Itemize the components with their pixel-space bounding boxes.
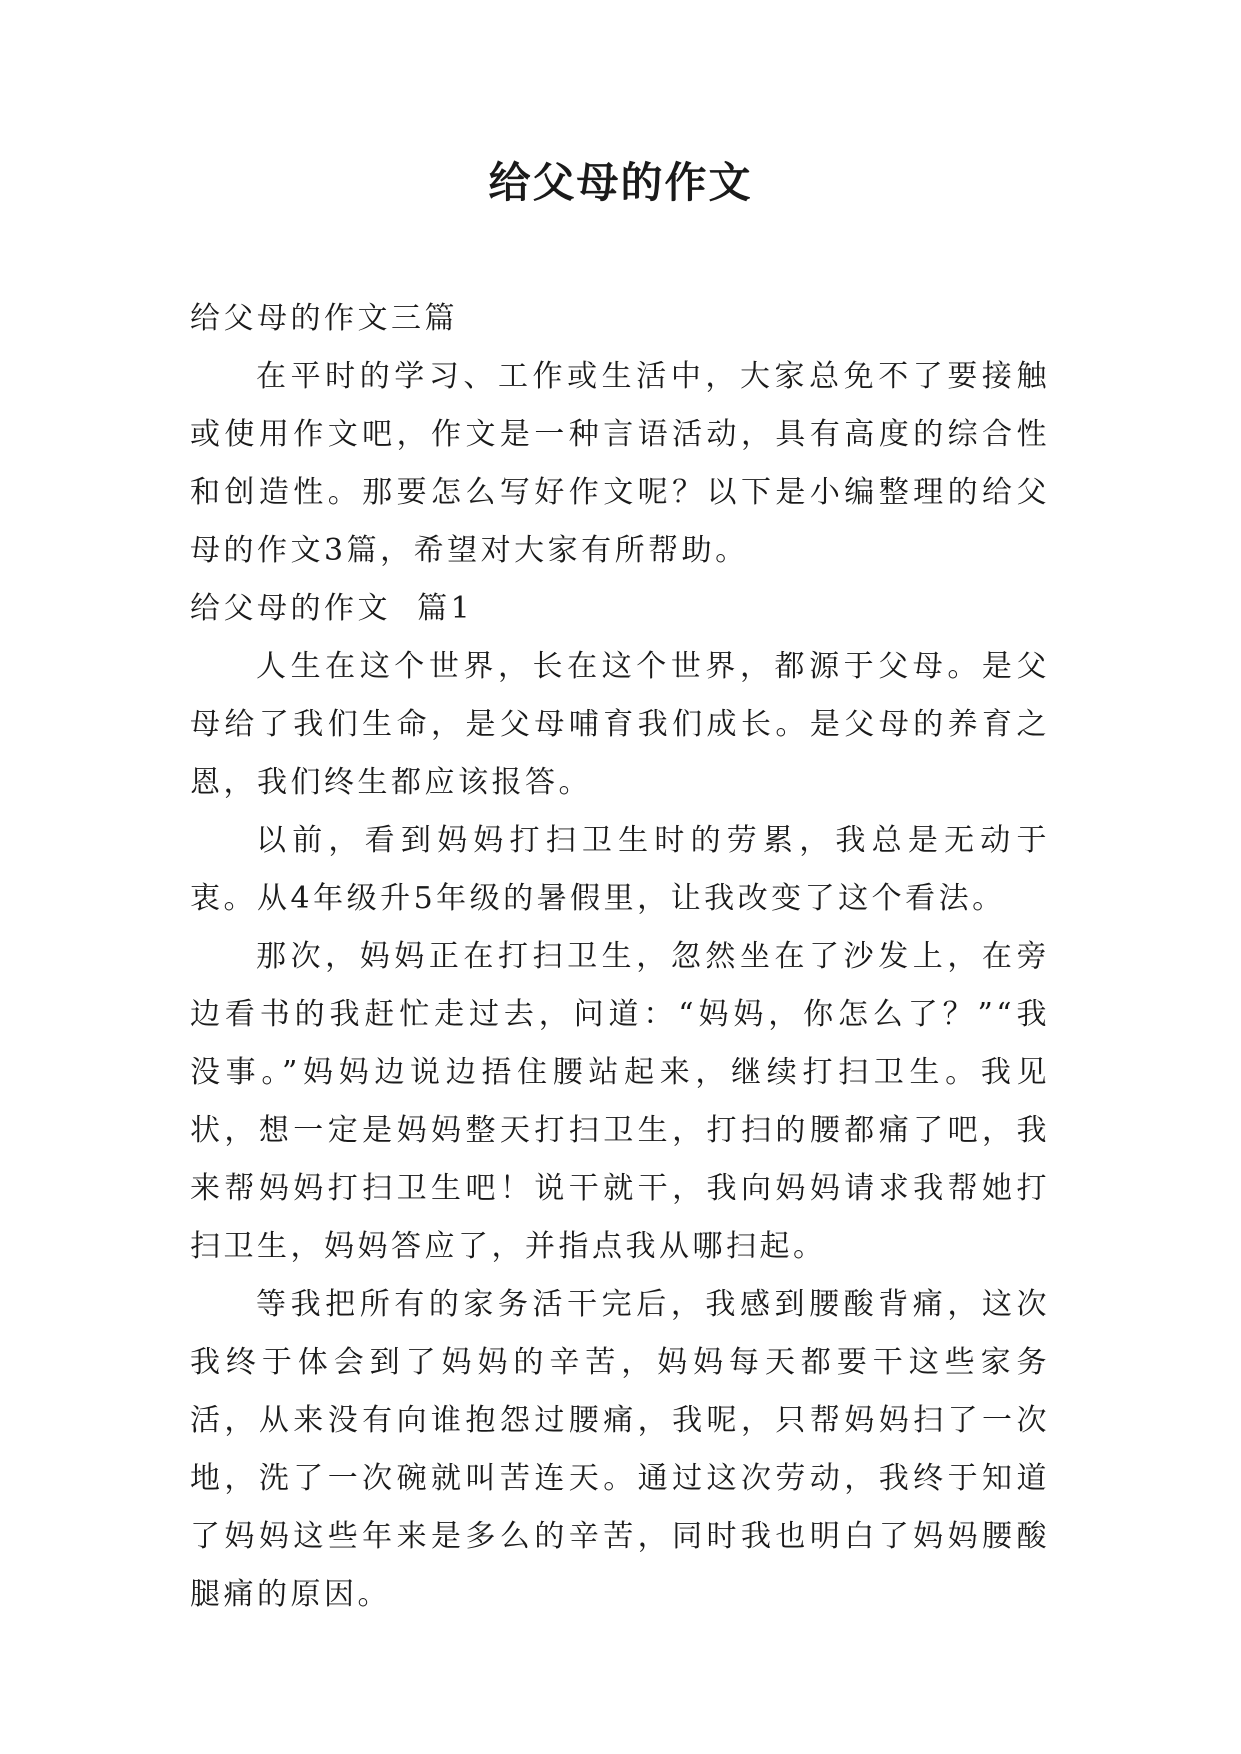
section-heading: 给父母的作文 篇1 [190, 591, 474, 626]
document-title: 给父母的作文 [488, 158, 753, 207]
section-paragraph: 以前，看到妈妈打扫卫生时的劳累，我总是无动于衷。从4年级升5年级的暑假里，让我改变了这个看法。 [190, 823, 1050, 916]
document-subtitle: 给父母的作文三篇 [190, 301, 458, 336]
section-paragraph: 那次，妈妈正在打扫卫生，忽然坐在了沙发上，在旁边看书的我赶忙走过去，问道：“妈妈，你怎么了？”“我没事。”妈妈边说边捂住腰站起来，继续打扫卫生。我见状，想一定是妈妈整天打扫卫生，打扫的腰都痛了吧，我来帮妈妈打扫卫生吧！说干就干，我向妈妈请求我帮她打扫卫生，妈妈答应了，并指点我从哪扫起。 [190, 939, 1050, 1264]
document-body [190, 290, 1050, 1624]
section-paragraph: 人生在这个世界，长在这个世界，都源于父母。是父母给了我们生命，是父母哺育我们成长。是父母的养育之恩，我们终生都应该报答。 [190, 649, 1050, 800]
intro-paragraph: 在平时的学习、工作或生活中，大家总免不了要接触或使用作文吧，作文是一种言语活动，具有高度的综合性和创造性。那要怎么写好作文呢？以下是小编整理的给父母的作文3篇，希望对大家有所帮助。 [190, 359, 1050, 568]
section-paragraph: 等我把所有的家务活干完后，我感到腰酸背痛，这次我终于体会到了妈妈的辛苦，妈妈每天都要干这些家务活，从来没有向谁抱怨过腰痛，我呢，只帮妈妈扫了一次地，洗了一次碗就叫苦连天。通过这次劳动，我终于知道了妈妈这些年来是多么的辛苦，同时我也明白了妈妈腰酸腿痛的原因。 [190, 1287, 1050, 1612]
